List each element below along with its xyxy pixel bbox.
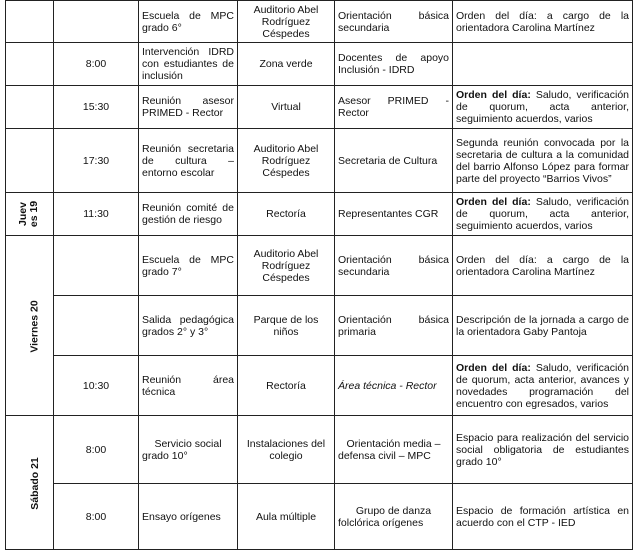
place-cell: Rectoría	[238, 356, 335, 416]
time-cell	[54, 1, 139, 43]
place-cell: Rectoría	[238, 193, 335, 236]
note-text: Saludo, verificación de quorum, acta anterior, seguimiento acuerdos, varios	[456, 89, 629, 125]
note-text: Orden del día: a cargo de la orientadora Carolina Martínez	[456, 253, 629, 278]
time-cell	[54, 296, 139, 356]
place-cell: Virtual	[238, 86, 335, 129]
activity-cell: Escuela de MPC grado 7°	[139, 236, 238, 296]
activity-cell: Reunión secretaria de cultura – entorno escolar	[139, 129, 238, 193]
place-cell: Auditorio Abel Rodríguez Céspedes	[238, 236, 335, 296]
note-cell	[453, 356, 633, 416]
table-row	[6, 296, 633, 356]
activity-cell: Salida pedagógica grados 2° y 3°	[139, 296, 238, 356]
note-bold: Orden del día:	[456, 196, 531, 208]
responsible-cell: Representantes CGR	[335, 193, 453, 236]
note-text: Orden del día: a cargo de la orientadora Carolina Martínez	[456, 9, 629, 34]
note-text: Espacio de formación artística en acuerdo con el CTP - IED	[456, 504, 629, 529]
note-cell	[453, 86, 633, 129]
responsible-cell: Grupo de danza folclórica orígenes	[335, 484, 453, 550]
note-text: Segunda reunión convocada por la secretaria de cultura a la comunidad del barrio Alfonso López para formar parte del proyecto “Barrios Vivos”	[456, 136, 629, 185]
time-cell: 17:30	[54, 129, 139, 193]
table-row	[6, 356, 633, 416]
responsible-cell: Secretaria de Cultura	[335, 129, 453, 193]
note-text: Espacio para realización del servicio social obligatoria de estudiantes grado 10°	[456, 431, 629, 468]
table-row	[6, 193, 633, 236]
time-cell: 8:00	[54, 43, 139, 86]
responsible-cell: Asesor PRIMED - Rector	[335, 86, 453, 129]
note-cell	[453, 296, 633, 356]
day-cell-continued	[6, 1, 54, 43]
note-text: Descripción de la jornada a cargo de la orientadora Gaby Pantoja	[456, 313, 629, 338]
activity-cell: Ensayo orígenes	[139, 484, 238, 550]
time-cell: 10:30	[54, 356, 139, 416]
table-row	[6, 86, 633, 129]
activity-cell: Reunión asesor PRIMED - Rector	[139, 86, 238, 129]
day-label-saturday: Sábado 21	[6, 416, 54, 550]
day-cell-continued	[6, 129, 54, 193]
place-cell: Auditorio Abel Rodríguez Céspedes	[238, 129, 335, 193]
responsible-cell: Orientación básica secundaria	[335, 236, 453, 296]
place-cell: Zona verde	[238, 43, 335, 86]
note-text: Saludo, verificación de quorum, acta anterior, seguimiento acuerdos, varios	[456, 196, 629, 232]
activity-cell: Escuela de MPC grado 6°	[139, 1, 238, 43]
place-cell: Aula múltiple	[238, 484, 335, 550]
activity-cell: Intervención IDRD con estudiantes de inclusión	[139, 43, 238, 86]
note-text: Saludo, verificación de quorum, acta anterior, avances y novedades programación del encuentro con egresados, varios	[456, 361, 629, 410]
day-label-friday: Viernes 20	[6, 236, 54, 416]
note-cell	[453, 43, 633, 86]
activity-cell: Reunión comité de gestión de riesgo	[139, 193, 238, 236]
table-row	[6, 236, 633, 296]
responsible-cell: Orientación media – defensa civil – MPC	[335, 416, 453, 484]
place-cell: Auditorio Abel Rodríguez Céspedes	[238, 1, 335, 43]
day-cell-continued	[6, 43, 54, 86]
responsible-cell: Orientación básica secundaria	[335, 1, 453, 43]
responsible-cell: Área técnica - Rector	[335, 356, 453, 416]
time-cell: 8:00	[54, 484, 139, 550]
time-cell: 15:30	[54, 86, 139, 129]
table-row	[6, 484, 633, 550]
time-cell	[54, 236, 139, 296]
place-cell: Parque de los niños	[238, 296, 335, 356]
note-cell	[453, 236, 633, 296]
note-bold: Orden del día:	[456, 361, 531, 374]
note-cell	[453, 129, 633, 193]
time-cell: 11:30	[54, 193, 139, 236]
day-label-thursday: Juev es 19	[6, 193, 54, 236]
time-cell: 8:00	[54, 416, 139, 484]
table-row	[6, 1, 633, 43]
responsible-cell: Orientación básica primaria	[335, 296, 453, 356]
place-cell: Instalaciones del colegio	[238, 416, 335, 484]
note-bold: Orden del día:	[456, 89, 531, 101]
note-cell	[453, 193, 633, 236]
note-cell	[453, 484, 633, 550]
table-row	[6, 416, 633, 484]
note-cell	[453, 416, 633, 484]
activity-cell: Servicio social grado 10°	[139, 416, 238, 484]
note-cell	[453, 1, 633, 43]
table-row	[6, 43, 633, 86]
responsible-cell: Docentes de apoyo Inclusión - IDRD	[335, 43, 453, 86]
schedule-table	[5, 0, 633, 550]
day-cell-continued	[6, 86, 54, 129]
table-row	[6, 129, 633, 193]
activity-cell: Reunión área técnica	[139, 356, 238, 416]
